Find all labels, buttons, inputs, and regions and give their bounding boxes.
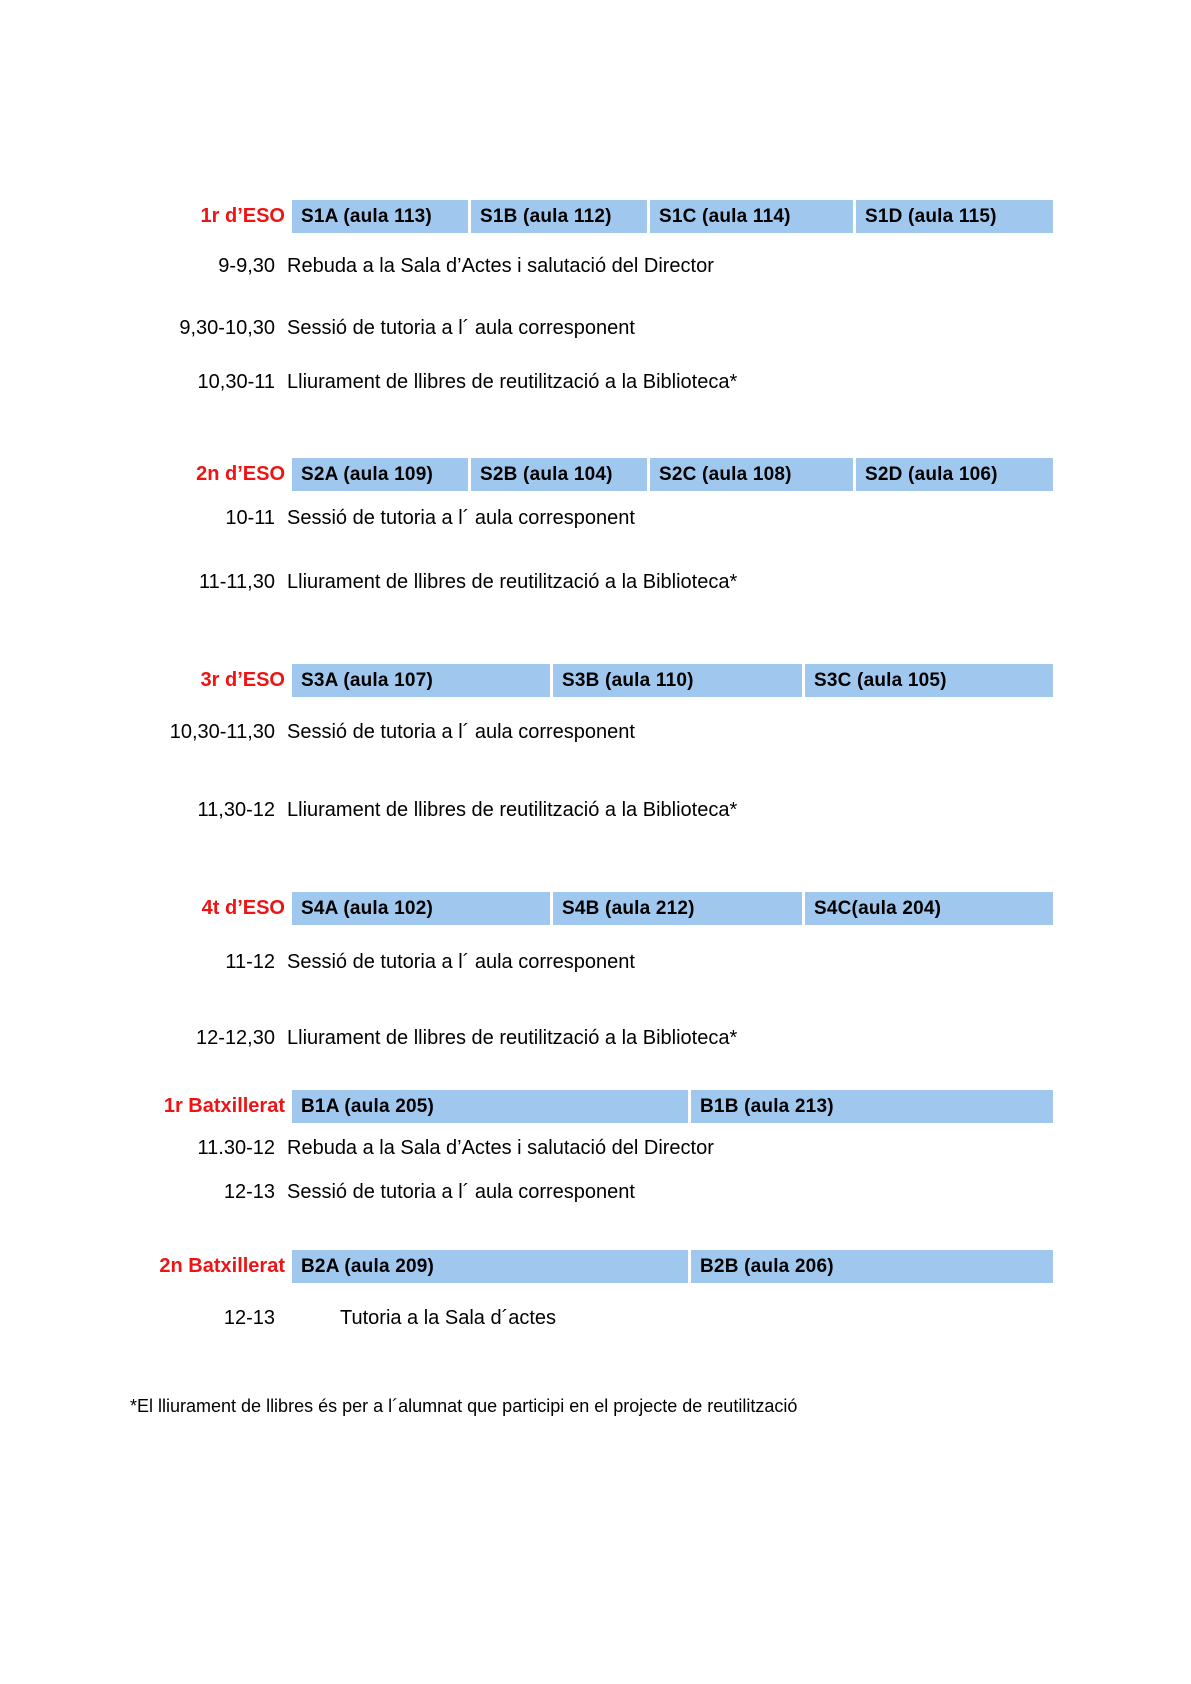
time-label: 12-12,30 bbox=[196, 1027, 275, 1049]
class-cell: S2B (aula 104) bbox=[471, 458, 647, 491]
class-cell: S2D (aula 106) bbox=[856, 458, 1053, 491]
class-cell: S4B (aula 212) bbox=[553, 892, 802, 925]
time-label: 11-12 bbox=[225, 951, 275, 973]
activity-text: Sessió de tutoria a l´ aula corresponent bbox=[287, 317, 635, 339]
class-cell: S1B (aula 112) bbox=[471, 200, 647, 233]
section-label-2n-batxillerat: 2n Batxillerat bbox=[159, 1255, 285, 1277]
class-header-bar-3r-eso bbox=[292, 664, 1053, 697]
time-label: 10,30-11 bbox=[197, 371, 275, 393]
time-label: 9-9,30 bbox=[218, 255, 275, 277]
time-label: 12-13 bbox=[223, 1307, 275, 1329]
activity-text: Sessió de tutoria a l´ aula corresponent bbox=[287, 507, 635, 529]
time-label: 11.30-12 bbox=[197, 1137, 275, 1159]
activity-text: Lliurament de llibres de reutilització a la Biblioteca* bbox=[287, 371, 738, 393]
section-label-1r-eso: 1r d’ESO bbox=[200, 205, 285, 227]
activity-text: Sessió de tutoria a l´ aula corresponent bbox=[287, 721, 635, 743]
class-header-bar-2n-eso bbox=[292, 458, 1053, 491]
activity-text: Lliurament de llibres de reutilització a la Biblioteca* bbox=[287, 571, 738, 593]
time-label: 9,30-10,30 bbox=[179, 317, 275, 339]
class-cell: S3B (aula 110) bbox=[553, 664, 802, 697]
activity-text: Lliurament de llibres de reutilització a la Biblioteca* bbox=[287, 799, 738, 821]
class-cell: S4A (aula 102) bbox=[292, 892, 550, 925]
time-label: 10,30-11,30 bbox=[169, 721, 275, 743]
activity-text: Rebuda a la Sala d’Actes i salutació del Director bbox=[287, 255, 714, 277]
class-header-bar-1r-eso bbox=[292, 200, 1053, 233]
class-cell: B2A (aula 209) bbox=[292, 1250, 688, 1283]
class-header-bar-4t-eso bbox=[292, 892, 1053, 925]
section-label-4t-eso: 4t d’ESO bbox=[201, 897, 285, 919]
class-cell: B2B (aula 206) bbox=[691, 1250, 1053, 1283]
time-label: 10-11 bbox=[225, 507, 275, 529]
activity-text: Tutoria a la Sala d´actes bbox=[340, 1307, 557, 1329]
class-cell: S3C (aula 105) bbox=[805, 664, 1053, 697]
class-cell: S2A (aula 109) bbox=[292, 458, 468, 491]
class-header-bar-1r-batxillerat bbox=[292, 1090, 1053, 1123]
activity-text: Rebuda a la Sala d’Actes i salutació del Director bbox=[287, 1137, 714, 1159]
activity-text: Sessió de tutoria a l´ aula corresponent bbox=[287, 951, 635, 973]
class-cell: B1B (aula 213) bbox=[691, 1090, 1053, 1123]
time-label: 12-13 bbox=[223, 1181, 275, 1203]
class-cell: S2C (aula 108) bbox=[650, 458, 853, 491]
time-label: 11-11,30 bbox=[199, 571, 275, 593]
activity-text: Lliurament de llibres de reutilització a la Biblioteca* bbox=[287, 1027, 738, 1049]
class-cell: S1D (aula 115) bbox=[856, 200, 1053, 233]
footnote-text: *El lliurament de llibres és per a l´alumnat que participi en el projecte de reutilització bbox=[130, 1396, 798, 1416]
section-label-2n-eso: 2n d’ESO bbox=[196, 463, 285, 485]
time-label: 11,30-12 bbox=[197, 799, 275, 821]
activity-text: Sessió de tutoria a l´ aula corresponent bbox=[287, 1181, 635, 1203]
class-header-bar-2n-batxillerat bbox=[292, 1250, 1053, 1283]
section-label-3r-eso: 3r d’ESO bbox=[200, 669, 285, 691]
class-cell: B1A (aula 205) bbox=[292, 1090, 688, 1123]
class-cell: S1A (aula 113) bbox=[292, 200, 468, 233]
class-cell: S3A (aula 107) bbox=[292, 664, 550, 697]
class-cell: S1C (aula 114) bbox=[650, 200, 853, 233]
class-cell: S4C(aula 204) bbox=[805, 892, 1053, 925]
section-label-1r-batxillerat: 1r Batxillerat bbox=[163, 1095, 285, 1117]
